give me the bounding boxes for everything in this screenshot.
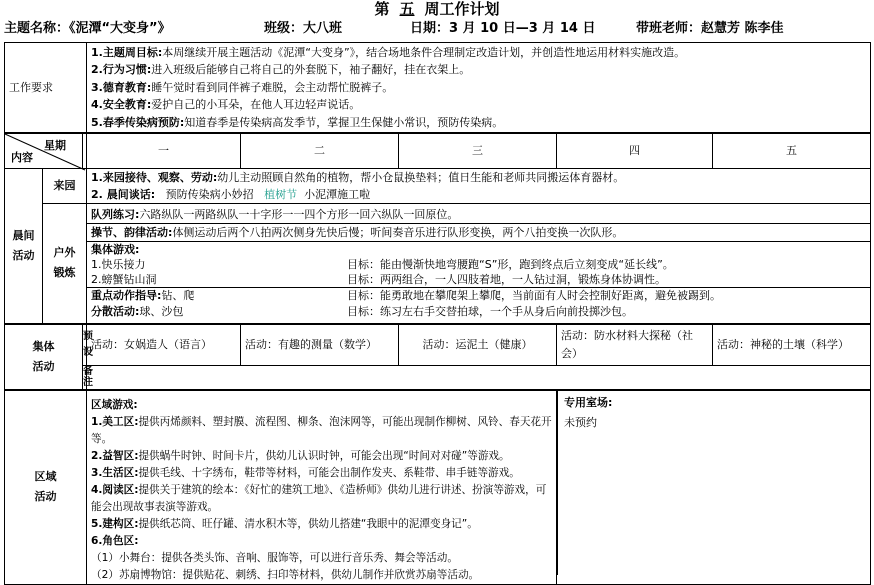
area-item [91, 482, 552, 516]
area-item-text: （2）苏扇博物馆：提供贴花、刺绣、扫印等材料，供幼儿制作并欣赏苏扇等活动。 [91, 568, 480, 581]
game-2 [91, 272, 866, 287]
exercise-line [87, 224, 870, 242]
area-item-text: 提供蜗牛时钟、时间卡片，供幼儿认识时钟，可能会出现“时间对对碰”等游戏。 [138, 449, 510, 462]
date-value: 3 月 10 日—3 月 14 日 [449, 21, 596, 36]
movement-section [87, 288, 870, 320]
arrival-line-2 [91, 186, 866, 203]
outdoor-content [87, 204, 871, 324]
area-item-key: 3.生活区: [91, 466, 139, 479]
note-label-1: 备 [83, 366, 93, 378]
item-text: 爱护自己的小耳朵，在他人耳边轻声说话。 [151, 98, 361, 111]
split-key: 分散活动: [91, 304, 140, 318]
game-2-name: 2.螃蟹钻山洞 [91, 272, 157, 286]
arrival-key-1: 1.来园接待、观察、劳动: [91, 171, 218, 184]
group-label-1: 集体 [32, 339, 55, 353]
teacher-field [636, 18, 784, 40]
arrival-label: 来园 [43, 169, 87, 204]
group-activity-row [5, 324, 871, 366]
arrival-content [87, 169, 871, 204]
work-req-row [5, 43, 871, 133]
activity-thu: 活动：防水材料大探秘（社会） [557, 324, 713, 366]
arrival-text-1: 幼儿主动照顾自然角的植物，帮小仓鼠换垫料；值日生能和老师共同搬运体育器材。 [217, 171, 625, 184]
key-move-text: 钻、爬 [161, 288, 195, 302]
morning-label-2: 活动 [12, 248, 35, 262]
area-item-key: 4.阅读区: [91, 483, 139, 496]
item-text: 知道春季是传染病高发季节，掌握卫生保健小常识，预防传染病。 [184, 115, 504, 129]
class-field [264, 18, 342, 40]
area-item [91, 533, 552, 550]
area-item-key: 5.建构区: [91, 517, 139, 530]
area-item-key: 2.益智区: [91, 449, 139, 462]
work-req-item [91, 114, 866, 132]
day-header-wed: 三 [399, 133, 557, 169]
game-1 [91, 257, 866, 272]
item-key: 4.安全教育: [91, 98, 152, 111]
outdoor-label [43, 204, 87, 324]
area-label-1: 区域 [34, 470, 57, 483]
weekday-header-row [5, 133, 871, 169]
group-label-2: 活动 [32, 359, 55, 373]
split-goal: 目标：练习左右手交替拍球，一个手从身后向前投掷沙包。 [347, 304, 634, 318]
arrival-line-1 [91, 169, 866, 186]
item-text: 睡午觉时看到同伴裤子难脱，会主动帮忙脱裤子。 [151, 80, 394, 94]
group-label [5, 324, 83, 390]
split-text: 球、沙包 [139, 304, 184, 318]
area-item-key: 1.美工区: [91, 415, 139, 428]
split-activity [91, 304, 866, 320]
work-req-item [91, 79, 866, 97]
formation-line [87, 207, 870, 224]
special-room-wrap [557, 391, 870, 575]
theme-value: 《泥潭“大变身”》 [69, 21, 171, 36]
special-room-cell [557, 390, 871, 585]
date-field [410, 18, 595, 40]
area-item-text: （1）小舞台：提供各类头饰、音响、服饰等，可以进行音乐秀、舞会等活动。 [91, 551, 458, 564]
area-item-text: 提供关于建筑的绘本：《好忙的建筑工地》、《造桥师》供幼儿进行讲述、扮演等游戏，可能会出现故事表演等游戏。 [91, 483, 547, 513]
area-label-2: 活动 [34, 490, 57, 503]
work-req-item [91, 96, 866, 114]
date-label: 日期： [410, 21, 450, 36]
note-content [87, 366, 871, 390]
area-item [91, 465, 552, 482]
special-room-label: 专用室场: [564, 395, 613, 409]
class-value: 大八班 [303, 21, 343, 36]
item-text: 进入班级后能够自己将自己的外套脱下，袖子翻好，挂在衣架上。 [151, 63, 471, 76]
key-move-key: 重点动作指导: [91, 288, 162, 302]
class-label: 班级： [264, 21, 304, 36]
item-key: 5.春季传染病预防: [91, 115, 185, 129]
talk-topic-2: 植树节 [264, 188, 298, 201]
activity-fri: 活动：神秘的土壤（科学） [713, 324, 871, 366]
formation-text: 六路纵队一两路纵队一十字形一一四个方形一回六纵队一回原位。 [139, 207, 459, 221]
outdoor-label-2: 锻炼 [53, 266, 76, 280]
arrival-key-2: 2. 晨间谈话: [91, 188, 156, 201]
area-item [91, 567, 552, 584]
content-label: 内容 [11, 151, 33, 164]
area-label [5, 390, 87, 585]
outdoor-row [5, 204, 871, 324]
talk-topic-1: 预防传染病小妙招 [165, 188, 254, 201]
game-1-goal: 目标：能由慢渐快地弯腰跑“S”形，跑到终点后立刻变成“延长线”。 [347, 257, 674, 271]
morning-label-1: 晨间 [12, 228, 35, 242]
exercise-key: 操节、韵律活动: [91, 225, 173, 239]
plan-label-1: 预 [83, 330, 93, 342]
special-room-content [558, 391, 618, 575]
area-item [91, 516, 552, 533]
outdoor-label-1: 户外 [53, 246, 76, 260]
weekday-label: 星期 [44, 138, 66, 152]
work-req-item [91, 44, 866, 62]
arrival-row [5, 169, 871, 204]
teacher-label: 带班老师： [636, 21, 702, 36]
key-move-goal: 目标：能勇敢地在攀爬架上攀爬，当前面有人时会控制好距离，避免被踢到。 [347, 288, 722, 302]
day-header-fri: 五 [713, 133, 871, 169]
area-games [87, 390, 557, 585]
activity-mon: 活动：女娲造人（语言） [87, 324, 241, 366]
area-activity-row [5, 390, 871, 585]
area-item [91, 448, 552, 465]
morning-label [5, 169, 43, 324]
area-item-text: 提供毛线、十字绣布，鞋带等材料，可能会出制作发夹、系鞋带、串手链等游戏。 [138, 466, 520, 479]
activity-tue: 活动：有趣的测量（数学） [241, 324, 399, 366]
plan-label [83, 324, 93, 366]
game-1-name: 1.快乐接力 [91, 257, 146, 271]
key-move [91, 288, 866, 304]
item-key: 1.主题周目标: [91, 45, 163, 59]
game-2-goal: 目标：两两组合，一人四肢着地，一人钻过洞，锻炼身体协调性。 [347, 272, 667, 286]
area-item-text: 提供丙烯颜料、塑封膜、流程图、柳条、泡沫网等，可能出现制作柳树、风铃、春天花开等。 [91, 415, 552, 445]
day-header-tue: 二 [241, 133, 399, 169]
title-week: 五 [399, 0, 415, 18]
theme-label: 主题名称： [4, 21, 70, 36]
plan-label-2: 设 [83, 346, 93, 358]
work-req-item [91, 61, 866, 79]
theme-field [4, 18, 171, 40]
area-item-text: 提供纸芯筒、旺仔罐、清水积木等，供幼儿搭建“我眼中的泥潭变身记”。 [138, 517, 478, 530]
weekly-plan-table [4, 42, 871, 585]
note-label [83, 366, 93, 390]
title-suffix: 周工作计划 [424, 0, 500, 18]
formation-key: 队列练习: [91, 207, 140, 221]
title-prefix: 第 [374, 0, 390, 18]
item-key: 3.德育教育: [91, 80, 152, 94]
day-header-thu: 四 [557, 133, 713, 169]
note-label-2: 注 [83, 377, 93, 389]
group-games [87, 242, 870, 288]
activity-wed: 活动：运泥土（健康） [399, 324, 557, 366]
exercise-text: 体侧运动后两个八拍两次侧身先快后慢；听间奏音乐进行队形变换，两个八拍变换一次队形。 [172, 225, 624, 239]
special-room-value: 未预约 [564, 415, 598, 429]
group-games-key: 集体游戏: [91, 242, 140, 256]
diagonal-header-cell [5, 133, 83, 169]
meta-row [4, 18, 870, 40]
note-row [5, 366, 871, 390]
item-text: 本周继续开展主题活动《泥潭“大变身”》，结合场地条件合理制定改造计划，并创造性地运用材料实施改造。 [162, 45, 686, 59]
day-header-mon: 一 [87, 133, 241, 169]
area-item [91, 550, 552, 567]
area-heading: 区域游戏: [91, 398, 138, 411]
area-item-key: 6.角色区: [91, 534, 139, 547]
item-key: 2.行为习惯: [91, 63, 152, 76]
talk-topic-3: 小泥潭施工啦 [304, 188, 371, 201]
work-req-content [87, 43, 871, 133]
work-req-label: 工作要求 [5, 43, 87, 133]
teacher-value: 赵慧芳 陈李佳 [701, 21, 784, 36]
area-item [91, 414, 552, 448]
page-title [0, 0, 874, 18]
